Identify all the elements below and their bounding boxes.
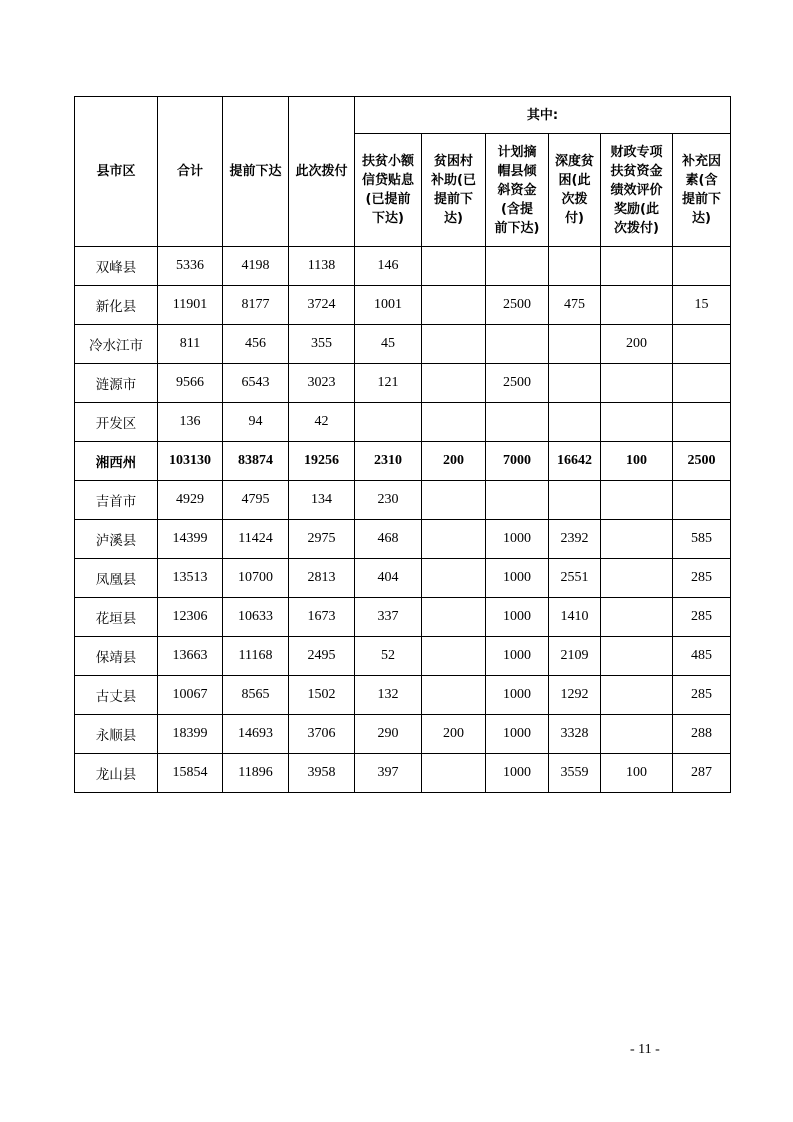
value-cell-advance: 6543 — [223, 364, 289, 403]
header-this-time: 此次拨付 — [289, 97, 355, 247]
table-row — [75, 715, 731, 754]
table-row — [75, 754, 731, 793]
value-cell-c2 — [422, 637, 486, 676]
value-cell-c6 — [673, 247, 731, 286]
value-cell-c2 — [422, 598, 486, 637]
allocation-table — [74, 96, 731, 793]
value-cell-c1: 404 — [355, 559, 422, 598]
value-cell-total: 136 — [158, 403, 223, 442]
header-county: 县市区 — [75, 97, 158, 247]
county-cell: 凤凰县 — [75, 559, 158, 598]
value-cell-advance: 14693 — [223, 715, 289, 754]
header-sub-5: 财政专项 扶贫资金 绩效评价 奖励(此 次拨付) — [601, 134, 673, 247]
county-cell: 保靖县 — [75, 637, 158, 676]
header-total: 合计 — [158, 97, 223, 247]
header-advance: 提前下达 — [223, 97, 289, 247]
value-cell-this-time: 1673 — [289, 598, 355, 637]
value-cell-c5 — [601, 481, 673, 520]
value-cell-c4 — [549, 364, 601, 403]
value-cell-advance: 83874 — [223, 442, 289, 481]
value-cell-c1: 45 — [355, 325, 422, 364]
value-cell-c2 — [422, 247, 486, 286]
county-cell: 龙山县 — [75, 754, 158, 793]
value-cell-c5 — [601, 637, 673, 676]
value-cell-total: 13513 — [158, 559, 223, 598]
value-cell-c1: 468 — [355, 520, 422, 559]
value-cell-c6: 287 — [673, 754, 731, 793]
value-cell-c4: 1292 — [549, 676, 601, 715]
value-cell-advance: 11424 — [223, 520, 289, 559]
value-cell-c3: 7000 — [486, 442, 549, 481]
value-cell-c4 — [549, 403, 601, 442]
county-cell: 泸溪县 — [75, 520, 158, 559]
table-row — [75, 403, 731, 442]
table-row — [75, 598, 731, 637]
value-cell-c1: 52 — [355, 637, 422, 676]
value-cell-c6: 285 — [673, 598, 731, 637]
value-cell-advance: 10700 — [223, 559, 289, 598]
value-cell-advance: 8565 — [223, 676, 289, 715]
value-cell-c5 — [601, 676, 673, 715]
value-cell-total: 18399 — [158, 715, 223, 754]
value-cell-c5 — [601, 403, 673, 442]
county-cell: 吉首市 — [75, 481, 158, 520]
value-cell-c2: 200 — [422, 715, 486, 754]
value-cell-this-time: 3706 — [289, 715, 355, 754]
value-cell-c3 — [486, 403, 549, 442]
value-cell-c3: 1000 — [486, 520, 549, 559]
value-cell-c3: 1000 — [486, 676, 549, 715]
value-cell-advance: 11168 — [223, 637, 289, 676]
value-cell-advance: 11896 — [223, 754, 289, 793]
value-cell-this-time: 134 — [289, 481, 355, 520]
value-cell-total: 14399 — [158, 520, 223, 559]
value-cell-total: 811 — [158, 325, 223, 364]
county-cell: 冷水江市 — [75, 325, 158, 364]
header-sub-1: 扶贫小额 信贷贴息 (已提前 下达) — [355, 134, 422, 247]
value-cell-advance: 8177 — [223, 286, 289, 325]
county-cell: 新化县 — [75, 286, 158, 325]
value-cell-c2 — [422, 754, 486, 793]
value-cell-c1: 2310 — [355, 442, 422, 481]
value-cell-advance: 94 — [223, 403, 289, 442]
value-cell-c6 — [673, 403, 731, 442]
header-sub-6: 补充因 素(含 提前下 达) — [673, 134, 731, 247]
value-cell-c1: 1001 — [355, 286, 422, 325]
value-cell-c1: 397 — [355, 754, 422, 793]
value-cell-c4: 2109 — [549, 637, 601, 676]
table-row — [75, 247, 731, 286]
county-cell: 永顺县 — [75, 715, 158, 754]
value-cell-c4 — [549, 247, 601, 286]
value-cell-this-time: 3958 — [289, 754, 355, 793]
county-cell: 双峰县 — [75, 247, 158, 286]
value-cell-this-time: 2975 — [289, 520, 355, 559]
value-cell-c4: 2551 — [549, 559, 601, 598]
value-cell-c5 — [601, 286, 673, 325]
county-cell: 古丈县 — [75, 676, 158, 715]
value-cell-c2 — [422, 520, 486, 559]
value-cell-total: 15854 — [158, 754, 223, 793]
value-cell-this-time: 2813 — [289, 559, 355, 598]
value-cell-c2 — [422, 325, 486, 364]
header-among: 其中: — [355, 97, 731, 134]
value-cell-c1: 337 — [355, 598, 422, 637]
table-row — [75, 637, 731, 676]
value-cell-c2 — [422, 286, 486, 325]
value-cell-this-time: 19256 — [289, 442, 355, 481]
value-cell-c4 — [549, 481, 601, 520]
value-cell-total: 5336 — [158, 247, 223, 286]
value-cell-c6 — [673, 481, 731, 520]
value-cell-this-time: 355 — [289, 325, 355, 364]
value-cell-c3: 2500 — [486, 286, 549, 325]
value-cell-c3 — [486, 325, 549, 364]
value-cell-total: 11901 — [158, 286, 223, 325]
value-cell-advance: 4198 — [223, 247, 289, 286]
value-cell-total: 12306 — [158, 598, 223, 637]
value-cell-c4: 16642 — [549, 442, 601, 481]
value-cell-advance: 4795 — [223, 481, 289, 520]
value-cell-this-time: 3023 — [289, 364, 355, 403]
value-cell-c3: 1000 — [486, 598, 549, 637]
value-cell-c4: 3559 — [549, 754, 601, 793]
value-cell-c1 — [355, 403, 422, 442]
table-row — [75, 676, 731, 715]
value-cell-c4 — [549, 325, 601, 364]
value-cell-this-time: 1138 — [289, 247, 355, 286]
value-cell-c5 — [601, 247, 673, 286]
value-cell-total: 4929 — [158, 481, 223, 520]
value-cell-c2: 200 — [422, 442, 486, 481]
value-cell-c5 — [601, 715, 673, 754]
page-number: - 11 - — [630, 1042, 660, 1057]
value-cell-c6 — [673, 364, 731, 403]
county-cell: 开发区 — [75, 403, 158, 442]
value-cell-this-time: 1502 — [289, 676, 355, 715]
value-cell-c6: 285 — [673, 676, 731, 715]
value-cell-c6: 2500 — [673, 442, 731, 481]
value-cell-c3: 1000 — [486, 754, 549, 793]
value-cell-c6: 15 — [673, 286, 731, 325]
value-cell-c6: 585 — [673, 520, 731, 559]
value-cell-total: 13663 — [158, 637, 223, 676]
value-cell-advance: 10633 — [223, 598, 289, 637]
county-cell: 湘西州 — [75, 442, 158, 481]
value-cell-c3 — [486, 481, 549, 520]
table-row — [75, 442, 731, 481]
county-cell: 花垣县 — [75, 598, 158, 637]
table-row — [75, 286, 731, 325]
value-cell-c5 — [601, 559, 673, 598]
value-cell-c2 — [422, 403, 486, 442]
value-cell-c5 — [601, 520, 673, 559]
value-cell-total: 103130 — [158, 442, 223, 481]
value-cell-c4: 2392 — [549, 520, 601, 559]
value-cell-c6: 485 — [673, 637, 731, 676]
value-cell-c1: 132 — [355, 676, 422, 715]
value-cell-total: 9566 — [158, 364, 223, 403]
value-cell-c4: 1410 — [549, 598, 601, 637]
value-cell-c4: 475 — [549, 286, 601, 325]
value-cell-c2 — [422, 481, 486, 520]
value-cell-c6 — [673, 325, 731, 364]
value-cell-c6: 288 — [673, 715, 731, 754]
value-cell-c2 — [422, 559, 486, 598]
value-cell-c5: 200 — [601, 325, 673, 364]
value-cell-this-time: 2495 — [289, 637, 355, 676]
header-sub-3: 计划摘 帽县倾 斜资金 (含提 前下达) — [486, 134, 549, 247]
value-cell-c3: 1000 — [486, 559, 549, 598]
value-cell-c1: 146 — [355, 247, 422, 286]
value-cell-total: 10067 — [158, 676, 223, 715]
table-row — [75, 364, 731, 403]
table-row — [75, 520, 731, 559]
value-cell-this-time: 42 — [289, 403, 355, 442]
value-cell-c2 — [422, 676, 486, 715]
value-cell-c3 — [486, 247, 549, 286]
value-cell-c5: 100 — [601, 442, 673, 481]
value-cell-c3: 2500 — [486, 364, 549, 403]
value-cell-c1: 230 — [355, 481, 422, 520]
value-cell-c3: 1000 — [486, 637, 549, 676]
value-cell-c1: 290 — [355, 715, 422, 754]
value-cell-c5: 100 — [601, 754, 673, 793]
table-row — [75, 325, 731, 364]
county-cell: 涟源市 — [75, 364, 158, 403]
value-cell-c6: 285 — [673, 559, 731, 598]
table-row — [75, 559, 731, 598]
value-cell-advance: 456 — [223, 325, 289, 364]
value-cell-c5 — [601, 598, 673, 637]
header-sub-2: 贫困村 补助(已 提前下 达) — [422, 134, 486, 247]
value-cell-c3: 1000 — [486, 715, 549, 754]
value-cell-c4: 3328 — [549, 715, 601, 754]
value-cell-c1: 121 — [355, 364, 422, 403]
table-body — [75, 247, 731, 793]
table-row — [75, 481, 731, 520]
value-cell-c2 — [422, 364, 486, 403]
value-cell-this-time: 3724 — [289, 286, 355, 325]
header-sub-4: 深度贫 困(此 次拨 付) — [549, 134, 601, 247]
value-cell-c5 — [601, 364, 673, 403]
